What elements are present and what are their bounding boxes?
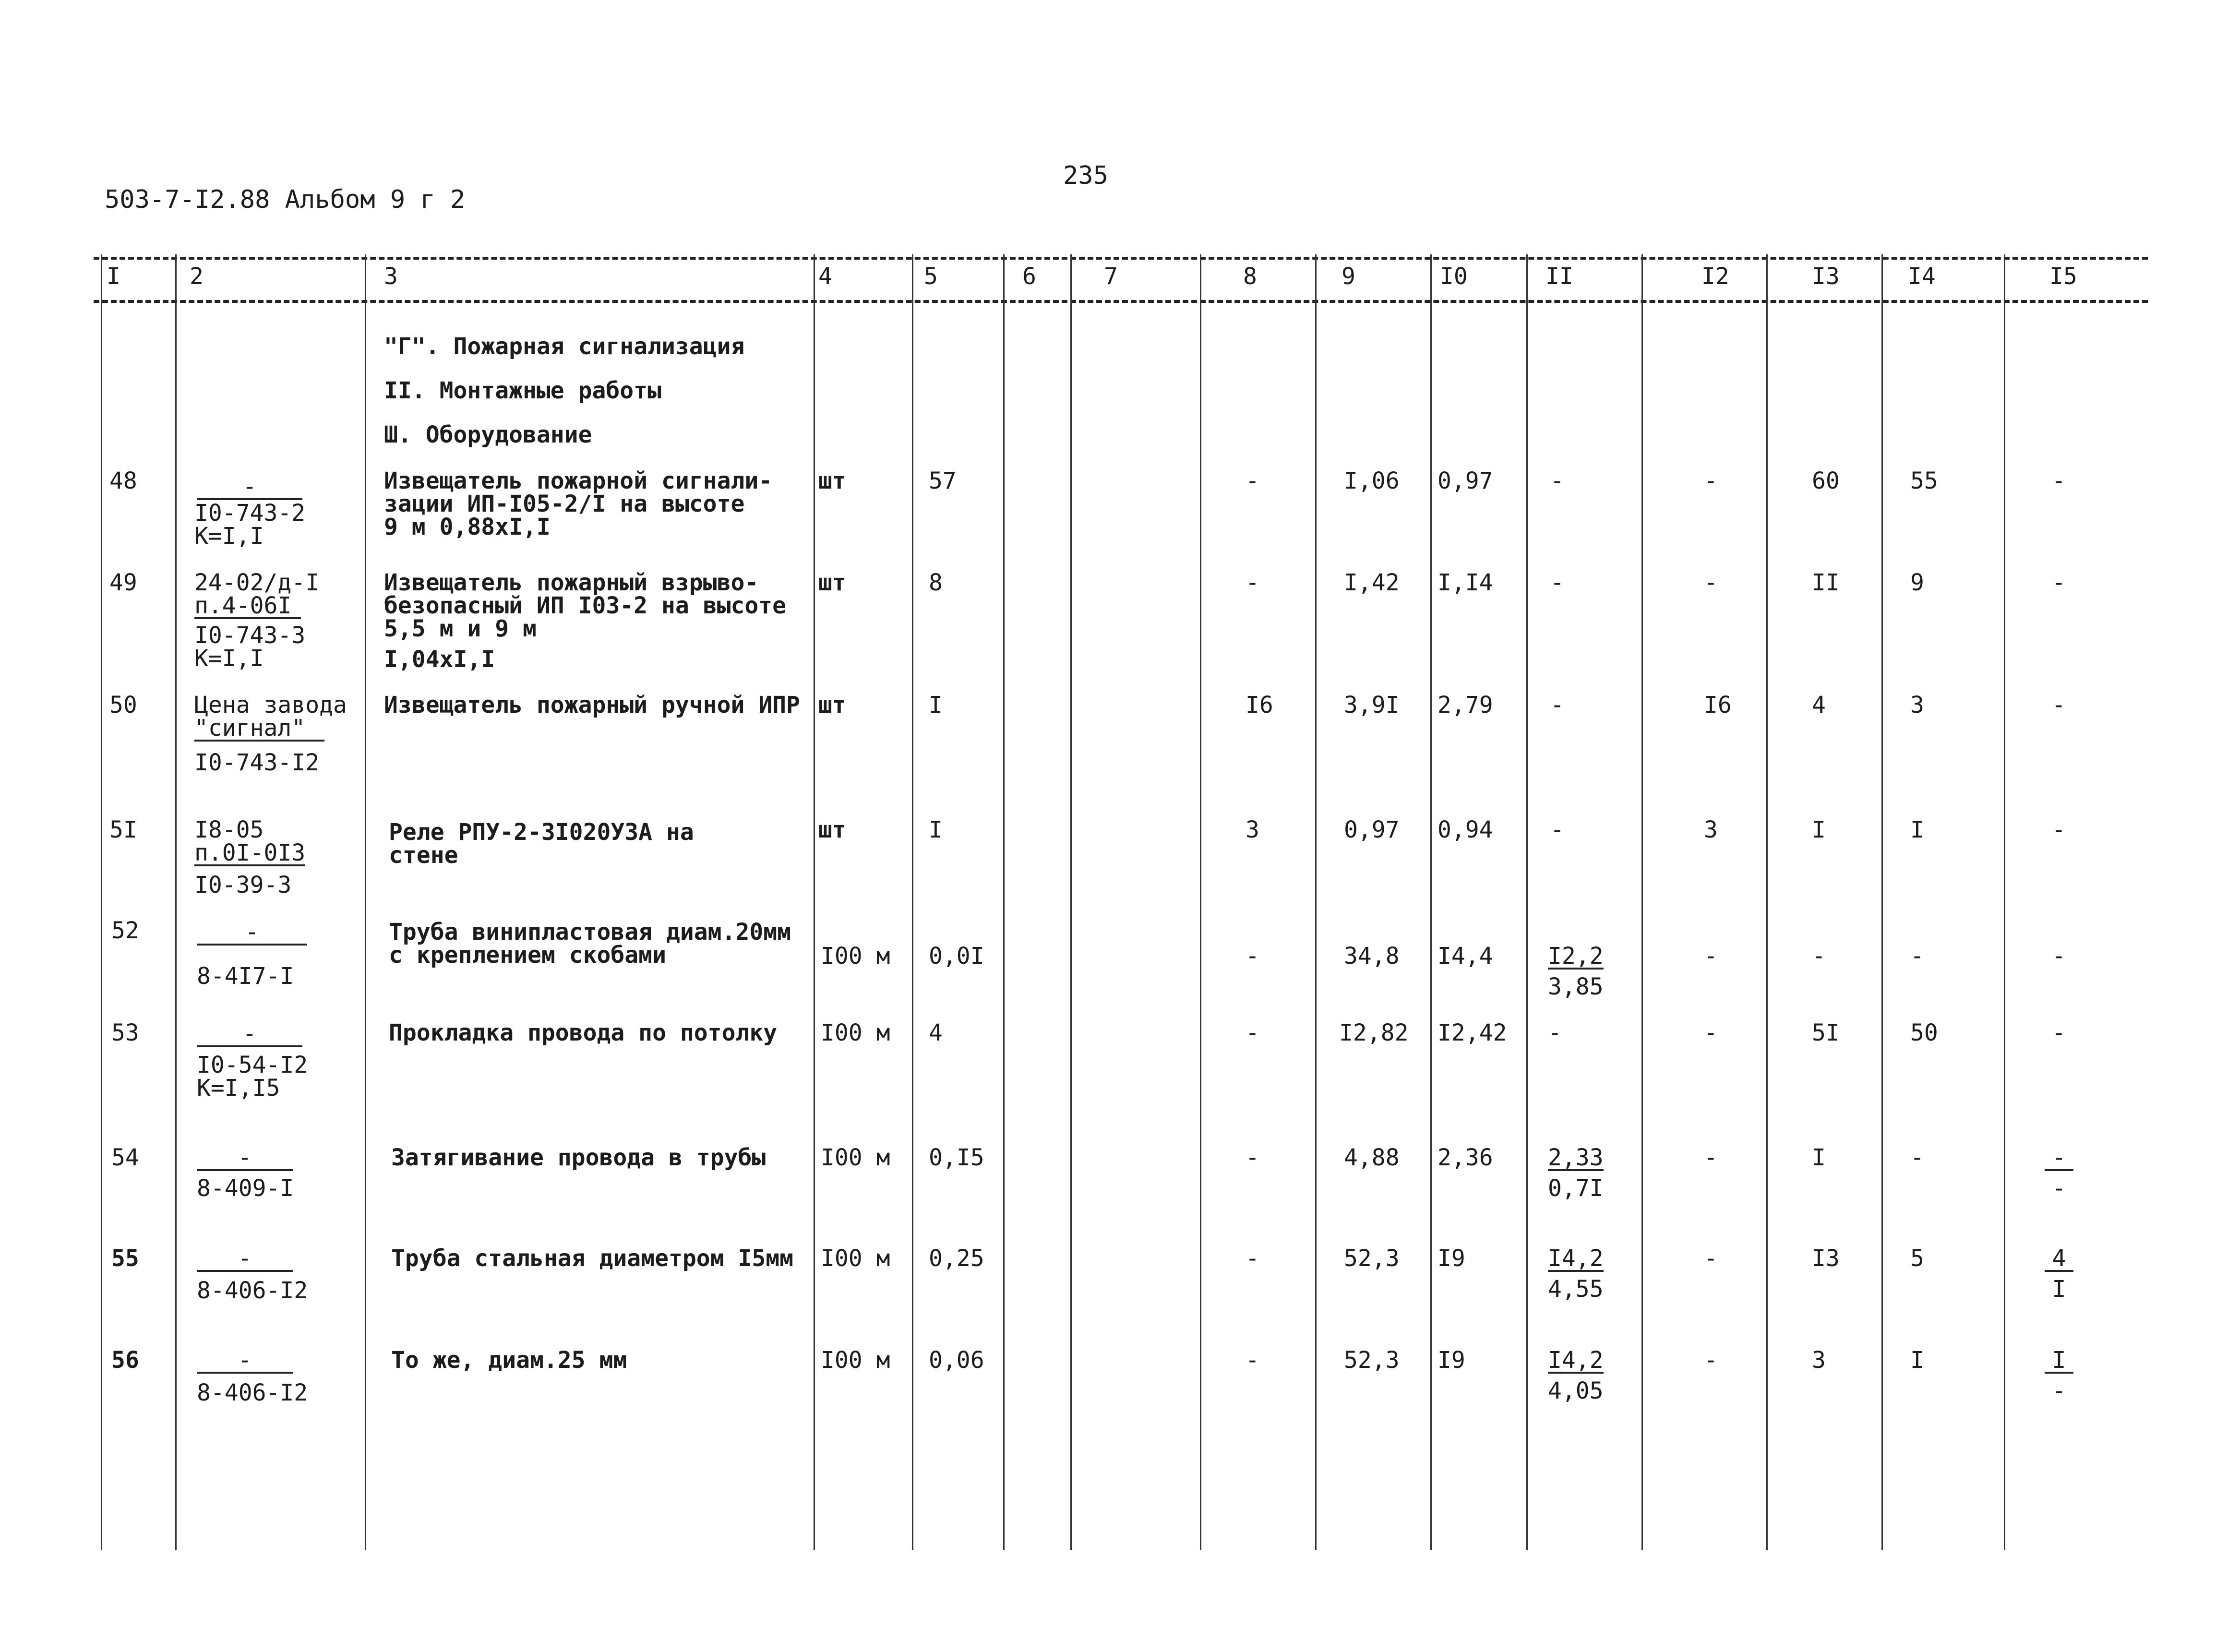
column-header: I5: [2049, 263, 2077, 290]
value-col11-numerator: I4,2: [1548, 1245, 1604, 1272]
value-col13: 4: [1812, 692, 1826, 718]
value-col14: -: [1910, 1144, 1924, 1171]
section-subtitle: Ш. Оборудование: [384, 421, 592, 448]
column-rule: [1315, 254, 1317, 1550]
quantity: I: [929, 692, 943, 718]
value-col10: 0,97: [1437, 467, 1493, 494]
value-col8: 3: [1246, 816, 1259, 843]
value-col8: -: [1246, 467, 1259, 494]
value-col8: -: [1246, 569, 1259, 596]
unit: шт: [818, 816, 846, 843]
quantity: 57: [929, 467, 957, 494]
quantity: I: [929, 816, 943, 843]
unit: I00 м: [821, 1019, 890, 1046]
value-col11-numerator: I2,2: [1548, 943, 1604, 970]
value-col8: -: [1246, 1144, 1259, 1171]
column-rule: [1526, 254, 1528, 1550]
value-col14: 3: [1910, 692, 1924, 718]
ref-coefficient: К=I,I: [194, 645, 264, 672]
value-col13: 5I: [1812, 1019, 1840, 1046]
value-col9: 52,3: [1344, 1347, 1400, 1374]
quantity: 0,06: [929, 1347, 984, 1374]
value-col10: I,I4: [1437, 569, 1493, 596]
column-rule: [1766, 254, 1768, 1550]
value-col14: -: [1910, 943, 1924, 970]
quantity: 0,I5: [929, 1144, 984, 1171]
value-col11-numerator: 2,33: [1548, 1144, 1604, 1171]
value-col11: -: [1550, 692, 1564, 718]
value-col9: 3,9I: [1344, 692, 1400, 718]
column-rule: [2004, 254, 2005, 1550]
value-col15-numerator: 4: [2045, 1247, 2073, 1272]
ref-fraction-top: -: [197, 1247, 293, 1272]
ref-code: I0-743-I2: [194, 749, 320, 776]
column-header: I2: [1701, 263, 1729, 290]
description-line: 5,5 м и 9 м: [384, 615, 537, 642]
description-line: Прокладка провода по потолку: [389, 1019, 778, 1046]
value-col14: 5: [1910, 1245, 1924, 1272]
value-col12: 3: [1704, 816, 1718, 843]
description-line: Затягивание провода в трубы: [391, 1144, 766, 1171]
ref-line: I8-05: [194, 816, 264, 843]
value-col15-denominator: -: [2052, 1175, 2066, 1202]
ref-line: п.4-06I: [194, 594, 301, 619]
unit: I00 м: [821, 1347, 890, 1374]
column-rule: [1881, 254, 1883, 1550]
value-col12: I6: [1704, 692, 1732, 718]
ref-line: 24-02/д-I: [194, 569, 320, 596]
ref-line: "сигнал": [194, 717, 324, 742]
value-col9: 0,97: [1344, 816, 1400, 843]
value-col12: -: [1704, 943, 1718, 970]
column-rule: [814, 254, 815, 1550]
column-header: 2: [190, 263, 204, 290]
column-header: 7: [1104, 263, 1118, 290]
value-col13: 3: [1812, 1347, 1826, 1374]
value-col11: -: [1550, 816, 1564, 843]
value-col9: I,42: [1344, 569, 1400, 596]
unit: шт: [818, 467, 846, 494]
value-col10: I2,42: [1437, 1019, 1507, 1046]
quantity: 4: [929, 1019, 943, 1046]
value-col8: -: [1246, 943, 1259, 970]
value-col14: I: [1910, 1347, 1924, 1374]
row-number: 48: [109, 467, 137, 494]
ref-line: п.0I-0I3: [194, 839, 306, 866]
value-col13: I3: [1812, 1245, 1840, 1272]
description-line: Извещатель пожарной сигнали-: [384, 467, 773, 494]
value-col9: 34,8: [1344, 943, 1400, 970]
value-col13: I: [1812, 816, 1826, 843]
column-rule: [1430, 254, 1432, 1550]
description-line: Труба стальная диаметром I5мм: [391, 1245, 794, 1272]
ref-code: 8-406-I2: [197, 1379, 308, 1406]
quantity: 0,25: [929, 1245, 984, 1272]
ref-coefficient: К=I,I5: [197, 1075, 280, 1101]
value-col10: 0,94: [1437, 816, 1493, 843]
ref-fraction-top: -: [197, 475, 302, 500]
column-header: 6: [1022, 263, 1036, 290]
value-col9: I2,82: [1339, 1019, 1409, 1046]
description-line: 9 м 0,88хI,I: [384, 514, 551, 540]
column-header: I0: [1440, 263, 1468, 290]
header-top-rule: [94, 257, 2148, 260]
column-rule: [912, 254, 913, 1550]
value-col9: 52,3: [1344, 1245, 1400, 1272]
document-code: 503-7-I2.88 Альбом 9 г 2: [105, 185, 466, 214]
header-bottom-rule: [94, 300, 2148, 303]
row-number: 53: [111, 1019, 139, 1046]
ref-code: I0-743-2: [194, 500, 306, 527]
column-header: I3: [1812, 263, 1840, 290]
value-col14: 55: [1910, 467, 1938, 494]
description-line: I,04хI,I: [384, 646, 495, 673]
value-col14: I: [1910, 816, 1924, 843]
value-col12: -: [1704, 1144, 1718, 1171]
description-line: безопасный ИП I03-2 на высоте: [384, 592, 787, 619]
row-number: 5I: [109, 816, 137, 843]
value-col15-denominator: I: [2052, 1276, 2066, 1303]
description-line: стене: [389, 842, 458, 869]
value-col12: -: [1704, 569, 1718, 596]
description-line: Извещатель пожарный взрыво-: [384, 569, 759, 596]
section-subtitle: II. Монтажные работы: [384, 377, 661, 404]
ref-fraction-top: -: [197, 921, 307, 946]
value-col10: I4,4: [1437, 943, 1493, 970]
column-rule: [1200, 254, 1201, 1550]
column-rule: [1003, 254, 1005, 1550]
column-header: 8: [1243, 263, 1257, 290]
row-number: 56: [111, 1347, 139, 1374]
value-col15-numerator: -: [2045, 1146, 2073, 1171]
unit: I00 м: [821, 1144, 890, 1171]
value-col10: I9: [1437, 1347, 1465, 1374]
ref-code: 8-409-I: [197, 1175, 294, 1202]
value-col15-numerator: I: [2045, 1349, 2073, 1374]
value-col11-denominator: 0,7I: [1548, 1175, 1604, 1202]
ref-code: I0-39-3: [194, 872, 292, 898]
value-col11-numerator: I4,2: [1548, 1347, 1604, 1374]
unit: I00 м: [821, 943, 890, 970]
value-col9: I,06: [1344, 467, 1400, 494]
description-line: Реле РПУ-2-3I020УЗА на: [389, 819, 694, 846]
value-col12: -: [1704, 1347, 1718, 1374]
value-col8: -: [1246, 1347, 1259, 1374]
description-line: зации ИП-I05-2/I на высоте: [384, 491, 745, 517]
unit: шт: [818, 569, 846, 596]
ref-fraction-top: -: [197, 1022, 302, 1047]
value-col15: -: [2052, 1019, 2066, 1046]
value-col15: -: [2052, 816, 2066, 843]
description-line: с креплением скобами: [389, 942, 666, 969]
value-col14: 9: [1910, 569, 1924, 596]
value-col12: -: [1704, 1019, 1718, 1046]
ref-code: 8-4I7-I: [197, 963, 294, 990]
section-title: "Г". Пожарная сигнализация: [384, 333, 745, 360]
ref-line: Цена завода: [194, 692, 347, 718]
ref-code: 8-406-I2: [197, 1277, 308, 1304]
description-line: То же, диам.25 мм: [391, 1347, 627, 1374]
value-col13: -: [1812, 943, 1826, 970]
row-number: 54: [111, 1144, 139, 1171]
unit: I00 м: [821, 1245, 890, 1272]
value-col8: I6: [1246, 692, 1273, 718]
column-header: 4: [818, 263, 832, 290]
value-col15: -: [2052, 569, 2066, 596]
value-col11-denominator: 4,55: [1548, 1276, 1604, 1303]
page-number: 235: [1063, 161, 1108, 190]
unit: шт: [818, 692, 846, 718]
row-number: 49: [109, 569, 137, 596]
value-col11-denominator: 3,85: [1548, 973, 1604, 1000]
value-col13: II: [1812, 569, 1840, 596]
ref-code: I0-743-3: [194, 622, 306, 649]
ref-code: I0-54-I2: [197, 1052, 308, 1078]
row-number: 52: [111, 917, 139, 944]
column-header: II: [1545, 263, 1573, 290]
value-col10: 2,36: [1437, 1144, 1493, 1171]
value-col12: -: [1704, 1245, 1718, 1272]
value-col13: I: [1812, 1144, 1826, 1171]
value-col8: -: [1246, 1245, 1259, 1272]
value-col11-denominator: 4,05: [1548, 1377, 1604, 1404]
row-number: 55: [111, 1245, 139, 1272]
description-line: Извещатель пожарный ручной ИПР: [384, 692, 800, 718]
ref-coefficient: К=I,I: [194, 523, 264, 550]
column-rule: [365, 254, 366, 1550]
value-col10: 2,79: [1437, 692, 1493, 718]
value-col11: -: [1548, 1019, 1562, 1046]
value-col15: -: [2052, 943, 2066, 970]
value-col11: -: [1550, 467, 1564, 494]
column-rule: [175, 254, 177, 1550]
row-number: 50: [109, 692, 137, 718]
value-col13: 60: [1812, 467, 1840, 494]
value-col15: -: [2052, 467, 2066, 494]
column-header: 5: [924, 263, 938, 290]
quantity: 8: [929, 569, 943, 596]
value-col11: -: [1550, 569, 1564, 596]
value-col15: -: [2052, 692, 2066, 718]
value-col12: -: [1704, 467, 1718, 494]
value-col8: -: [1246, 1019, 1259, 1046]
value-col15-denominator: -: [2052, 1377, 2066, 1404]
value-col10: I9: [1437, 1245, 1465, 1272]
ref-fraction-top: -: [197, 1146, 293, 1171]
ref-fraction-top: -: [197, 1349, 293, 1374]
column-rule: [101, 254, 102, 1550]
column-header: I4: [1908, 263, 1936, 290]
value-col9: 4,88: [1344, 1144, 1400, 1171]
column-header: 9: [1342, 263, 1355, 290]
column-rule: [1641, 254, 1643, 1550]
column-rule: [1070, 254, 1072, 1550]
description-line: Труба винипластовая диам.20мм: [389, 919, 791, 946]
column-header: I: [107, 263, 120, 290]
quantity: 0,0I: [929, 943, 984, 970]
column-header: 3: [384, 263, 398, 290]
value-col14: 50: [1910, 1019, 1938, 1046]
